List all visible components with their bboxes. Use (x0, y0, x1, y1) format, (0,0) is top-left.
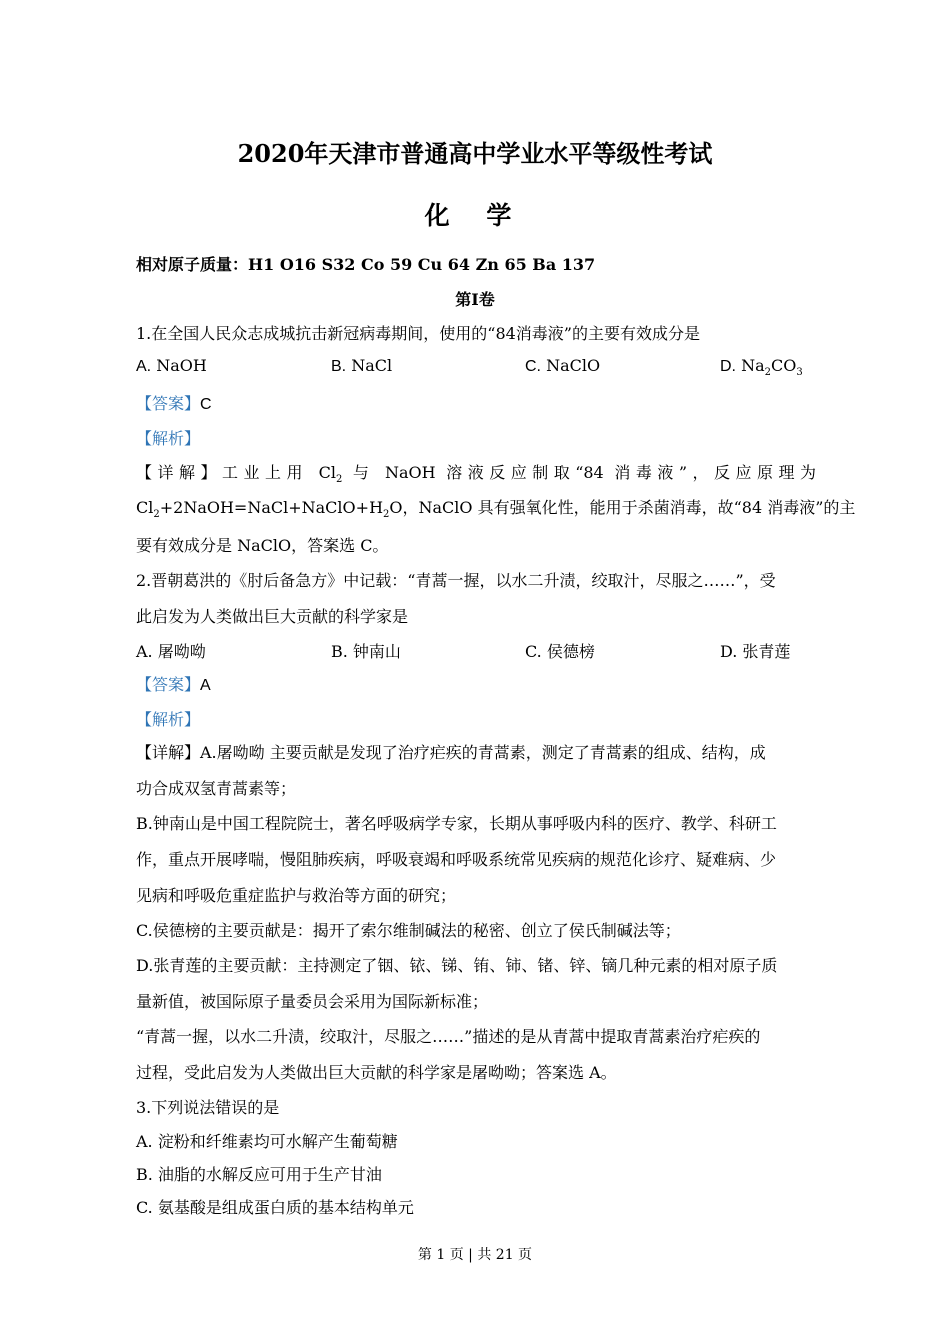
q3-option-a: A. 淀粉和纤维素均可水解产生葡萄糖 (136, 1132, 398, 1151)
volume-heading: 第Ⅰ卷 (455, 290, 495, 309)
q2-stem-line-2: 此启发为人类做出巨大贡献的科学家是 (136, 607, 409, 626)
q2-detail-line: 见病和呼吸危重症监护与救治等方面的研究； (136, 886, 457, 905)
q1-detail-line-2: $Cl_2+2NaOH=NaCl+NaClO+H_2O$，NaClO 具有强氧化性，能用于杀菌消毒，故“84 消毒液”的主 (136, 498, 856, 521)
q3-option-c: C. 氨基酸是组成蛋白质的基本结构单元 (136, 1198, 414, 1217)
q2-stem-line-1: 2.晋朝葛洪的《肘后备急方》中记载：“青蒿一握，以水二升渍，绞取汁，尽服之……”，受 (136, 571, 776, 590)
q2-detail-line: “青蒿一握，以水二升渍，绞取汁，尽服之……”描述的是从青蒿中提取青蒿素治疗疟疾的 (136, 1027, 761, 1046)
q1-option-a: A. NaOH (136, 356, 207, 375)
q2-option-a: A. 屠呦呦 (136, 642, 206, 661)
q3-stem: 3.下列说法错误的是 (136, 1098, 280, 1117)
q2-detail-line: D.张青莲的主要贡献：主持测定了铟、铱、锑、铕、铈、锗、锌、镝几种元素的相对原子质 (136, 956, 778, 975)
page-footer: 第 1 页 | 共 21 页 (417, 1247, 533, 1263)
q2-detail-line: C.侯德榜的主要贡献是：揭开了索尔维制碱法的秘密、创立了侯氏制碱法等； (136, 921, 681, 940)
atomic-mass-line: 相对原子质量：H1 O16 S32 Co 59 Cu 64 Zn 65 Ba 137 (136, 255, 596, 274)
q2-detail-line: 过程，受此启发为人类做出巨大贡献的科学家是屠呦呦；答案选 A。 (136, 1063, 617, 1082)
q2-option-b: B. 钟南山 (331, 642, 401, 661)
q2-answer: 【答案】A (136, 675, 211, 694)
q2-detail-line: 作，重点开展哮喘，慢阻肺疾病，呼吸衰竭和呼吸系统常见疾病的规范化诊疗、疑难病、少 (136, 850, 777, 869)
q1-option-d: D. $Na_2CO_3$ (720, 356, 803, 379)
q2-option-c: C. 侯德榜 (525, 642, 595, 661)
q3-option-b: B. 油脂的水解反应可用于生产甘油 (136, 1165, 382, 1184)
q1-detail-line-3: 要有效成分是 NaClO，答案选 C。 (136, 536, 389, 555)
exam-title: 2020年天津市普通高中学业水平等级性考试 (237, 139, 713, 168)
q1-answer: 【答案】C (136, 394, 212, 413)
q1-option-b: B. NaCl (331, 356, 393, 375)
q1-detail-line-1: 【详解】工业上用 $Cl_2$ 与 NaOH 溶液反应制取“84 消毒液”，反应原理为 (136, 463, 816, 486)
q2-detail-line: 功合成双氢青蒿素等； (136, 779, 297, 798)
q2-analysis-tag: 【解析】 (136, 710, 201, 729)
subject-title: 化 学 (424, 201, 526, 230)
q2-detail-line: 量新值，被国际原子量委员会采用为国际新标准； (136, 992, 489, 1011)
q1-stem: 1.在全国人民众志成城抗击新冠病毒期间，使用的“84消毒液”的主要有效成分是 (136, 324, 700, 343)
q1-option-c: C. NaClO (525, 356, 601, 375)
q1-analysis-tag: 【解析】 (136, 429, 201, 448)
q2-detail-line: 【详解】A.屠呦呦 主要贡献是发现了治疗疟疾的青蒿素，测定了青蒿素的组成、结构，成 (136, 743, 766, 762)
q2-option-d: D. 张青莲 (720, 642, 791, 661)
q2-detail-line: B.钟南山是中国工程院院士，著名呼吸病学专家，长期从事呼吸内科的医疗、教学、科研工 (136, 814, 777, 833)
